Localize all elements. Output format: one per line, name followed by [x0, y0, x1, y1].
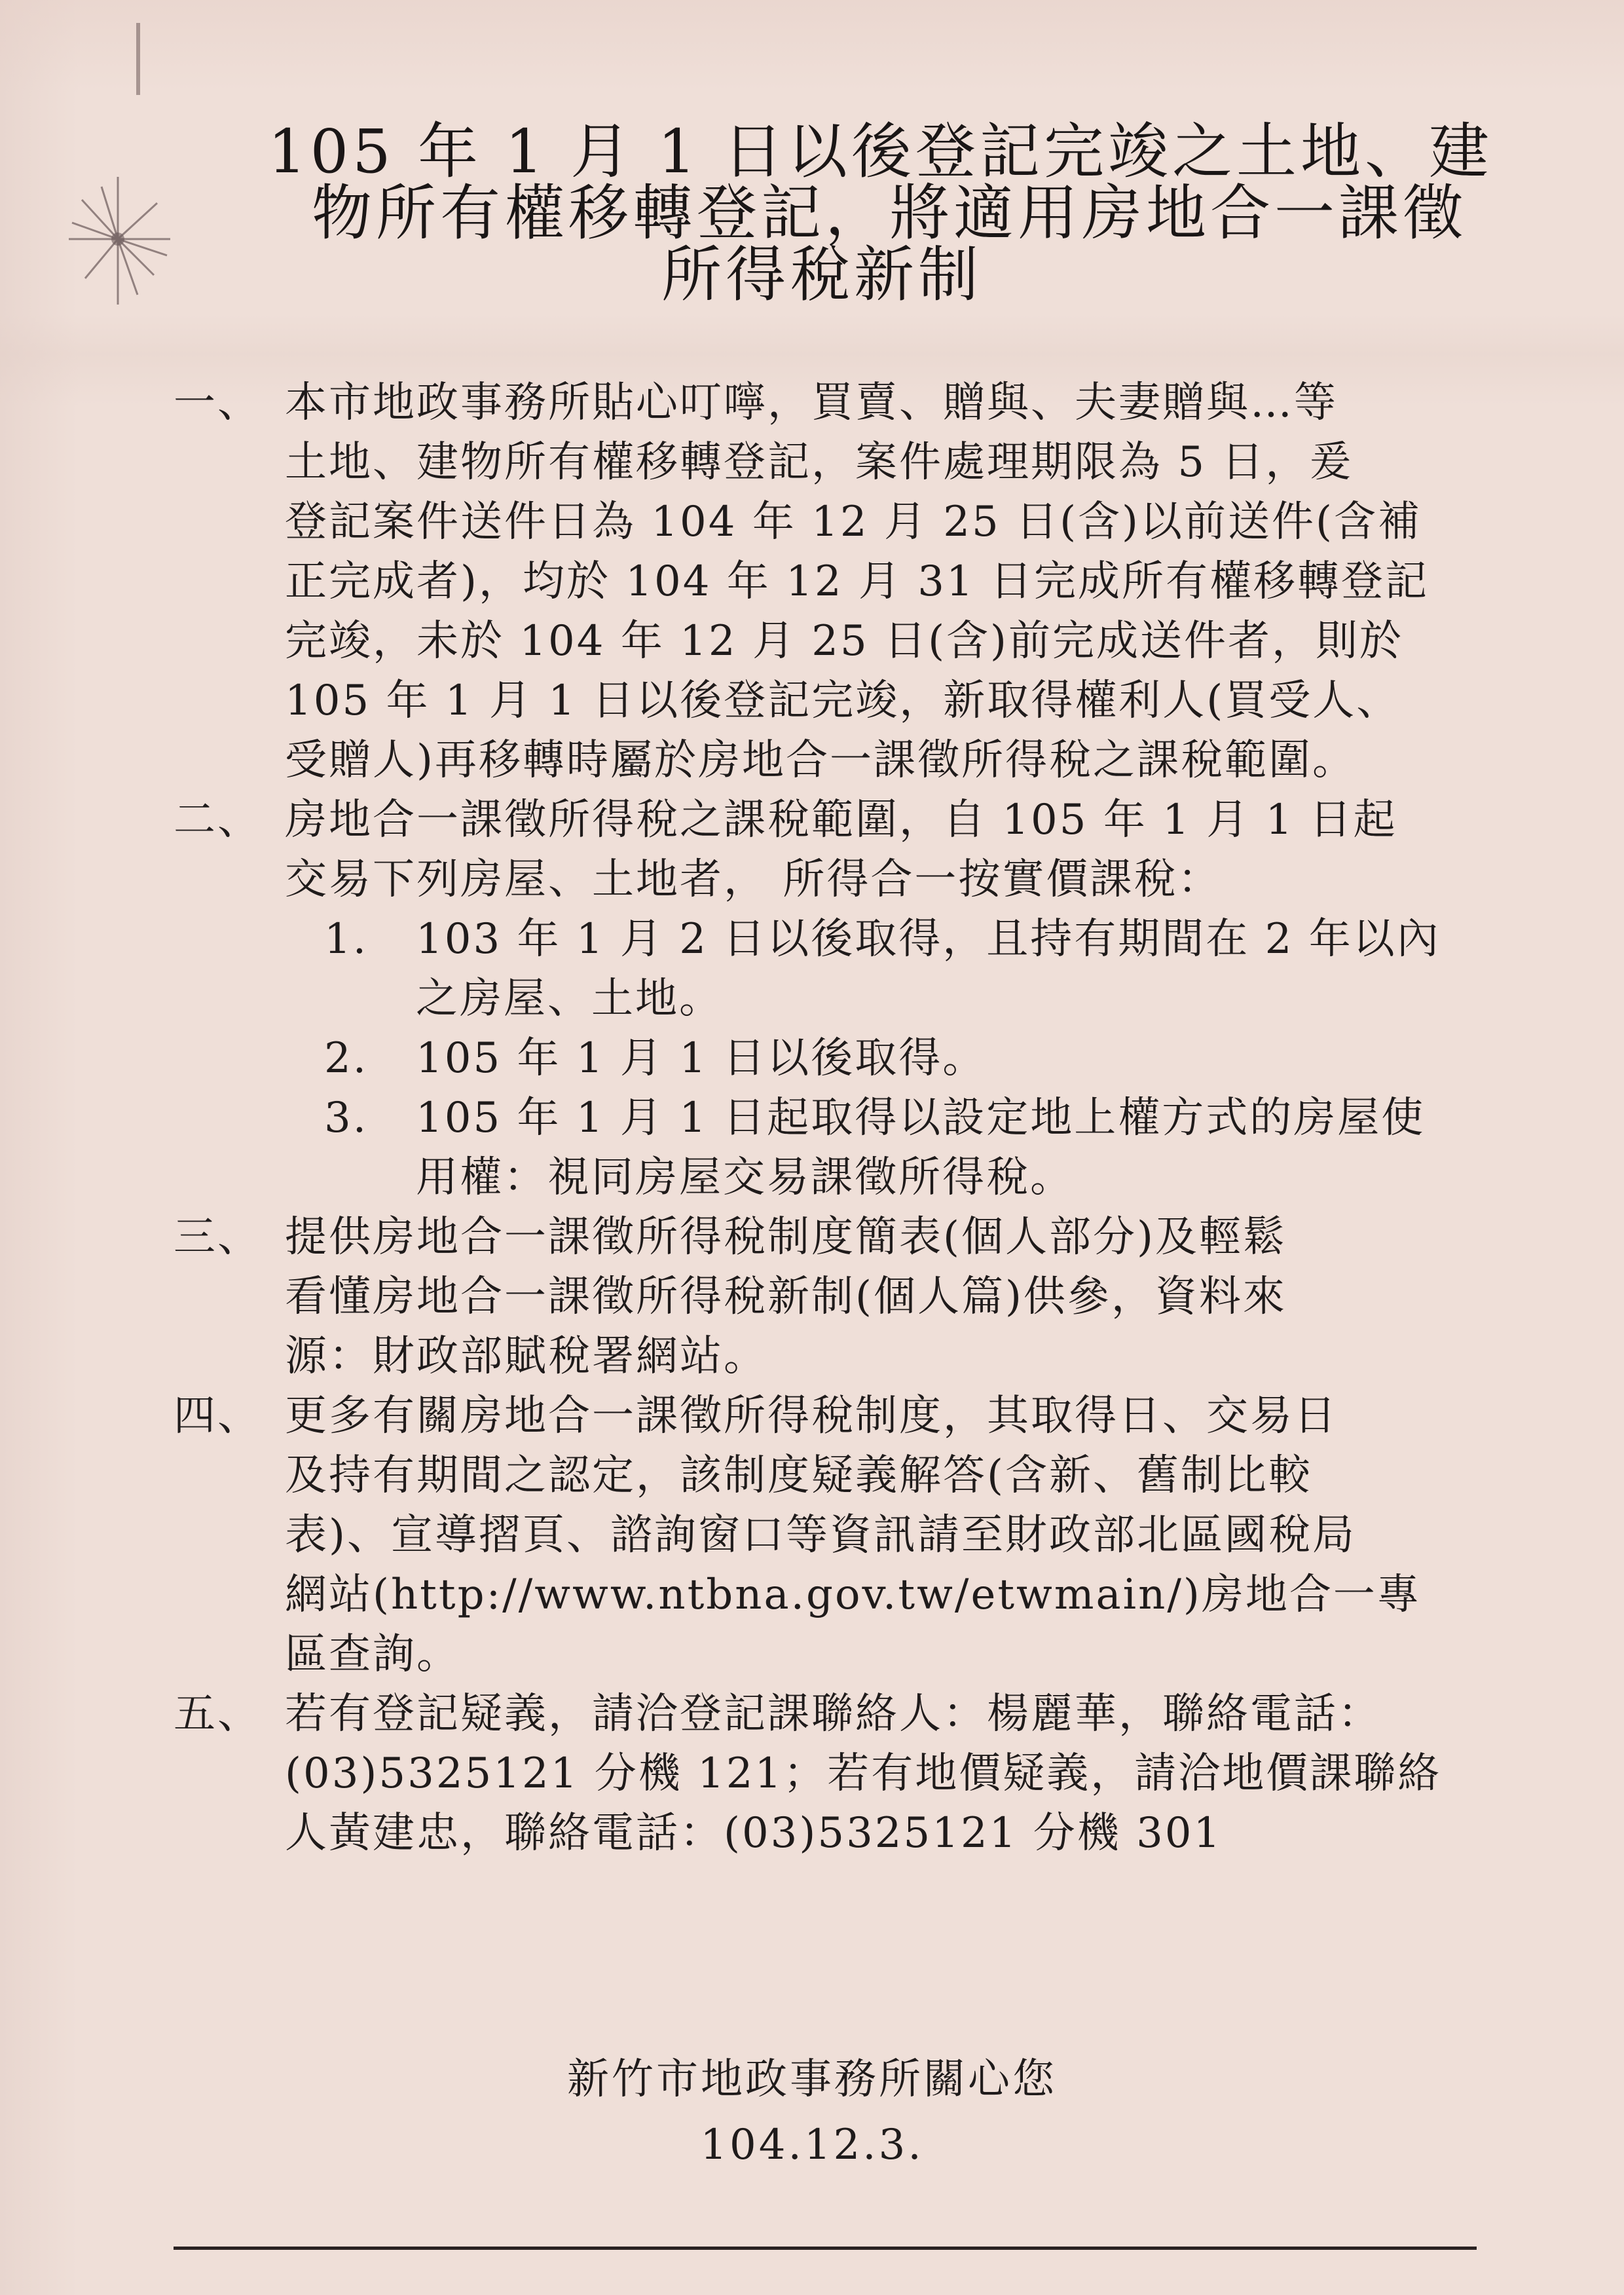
sub-item-line: 105 年 1 月 1 日以後取得。: [416, 1034, 987, 1083]
title-line-1: 105 年 1 月 1 日以後登記完竣之土地、建: [268, 117, 1493, 187]
sub-item-number: 3.: [324, 1094, 369, 1142]
sub-item-line: 用權：視同房屋交易課徵所得稅。: [416, 1153, 1074, 1202]
item-line: 看懂房地合一課徵所得稅新制(個人篇)供參，資料來: [285, 1273, 1287, 1321]
item-number: 三、: [174, 1213, 261, 1261]
sub-item-number: 2.: [324, 1034, 369, 1083]
item-line: 正完成者)，均於 104 年 12 月 31 日完成所有權移轉登記: [285, 557, 1430, 606]
scan-crop-mark: [136, 23, 140, 95]
item-line: 人黃建忠，聯絡電話：(03)5325121 分機 301: [285, 1809, 1223, 1857]
item-line: 網站(http://www.ntbna.gov.tw/etwmain/)房地合一專: [285, 1571, 1421, 1619]
sub-item-line: 103 年 1 月 2 日以後取得，且持有期間在 2 年以內: [416, 915, 1441, 963]
sub-item-1: [324, 910, 1490, 1029]
title-line-2: 物所有權移轉登記，將適用房地合一課徵: [311, 178, 1467, 248]
signature-date: 104.12.3.: [700, 2121, 924, 2169]
item-line: 登記案件送件日為 104 年 12 月 25 日(含)以前送件(含補: [285, 498, 1422, 546]
item-line: (03)5325121 分機 121；若有地價疑義，請洽地價課聯絡: [285, 1749, 1442, 1798]
item-line: 提供房地合一課徵所得稅制度簡表(個人部分)及輕鬆: [285, 1213, 1287, 1261]
item-number: 四、: [174, 1392, 261, 1440]
item-line: 若有登記疑義，請洽登記課聯絡人：楊麗華，聯絡電話：: [285, 1690, 1382, 1738]
list-item-5: [174, 1685, 1490, 1863]
item-line: 交易下列房屋、土地者， 所得合一按實價課稅：: [285, 855, 1222, 904]
list-item-3: [174, 1208, 1490, 1387]
sub-item-line: 105 年 1 月 1 日起取得以設定地上權方式的房屋使: [416, 1094, 1426, 1142]
sub-item-2: [324, 1029, 1490, 1089]
list-item-2: [174, 791, 1490, 1208]
item-line: 源：財政部賦稅署網站。: [285, 1332, 767, 1381]
item-line: 房地合一課徵所得稅之課稅範圍，自 105 年 1 月 1 日起: [285, 796, 1397, 844]
starburst-icon: [62, 164, 174, 314]
document-title: [164, 117, 1506, 310]
item-line: 更多有關房地合一課徵所得稅制度，其取得日、交易日: [285, 1392, 1338, 1440]
item-line: 表)、宣導摺頁、諮詢窗口等資訊請至財政部北區國稅局: [285, 1511, 1356, 1559]
item-line: 及持有期間之認定，該制度疑義解答(含新、舊制比較: [285, 1451, 1312, 1500]
signature-org: 新竹市地政事務所關心您: [567, 2055, 1057, 2104]
item-line: 受贈人)再移轉時屬於房地合一課徵所得稅之課稅範圍。: [285, 736, 1356, 785]
sub-item-3: [324, 1089, 1490, 1208]
item-number: 五、: [174, 1690, 261, 1738]
item-line: 105 年 1 月 1 日以後登記完竣，新取得權利人(買受人、: [285, 677, 1401, 725]
item-number: 一、: [174, 379, 261, 427]
sub-item-line: 之房屋、土地。: [416, 975, 723, 1023]
title-line-3: 所得稅新制: [661, 240, 982, 310]
signature-block: [0, 2047, 1624, 2178]
item-number: 二、: [174, 796, 261, 844]
item-line: 完竣，未於 104 年 12 月 25 日(含)前完成送件者，則於: [285, 617, 1404, 665]
list-item-4: [174, 1387, 1490, 1685]
document-body: [174, 373, 1490, 1863]
item-line: 區查詢。: [285, 1630, 460, 1679]
item-line: 土地、建物所有權移轉登記，案件處理期限為 5 日，爰: [285, 438, 1354, 487]
bottom-divider: [174, 2247, 1477, 2250]
sub-item-number: 1.: [324, 915, 369, 963]
item-line: 本市地政事務所貼心叮嚀，買賣、贈與、夫妻贈與…等: [285, 379, 1338, 427]
list-item-1: [174, 373, 1490, 791]
